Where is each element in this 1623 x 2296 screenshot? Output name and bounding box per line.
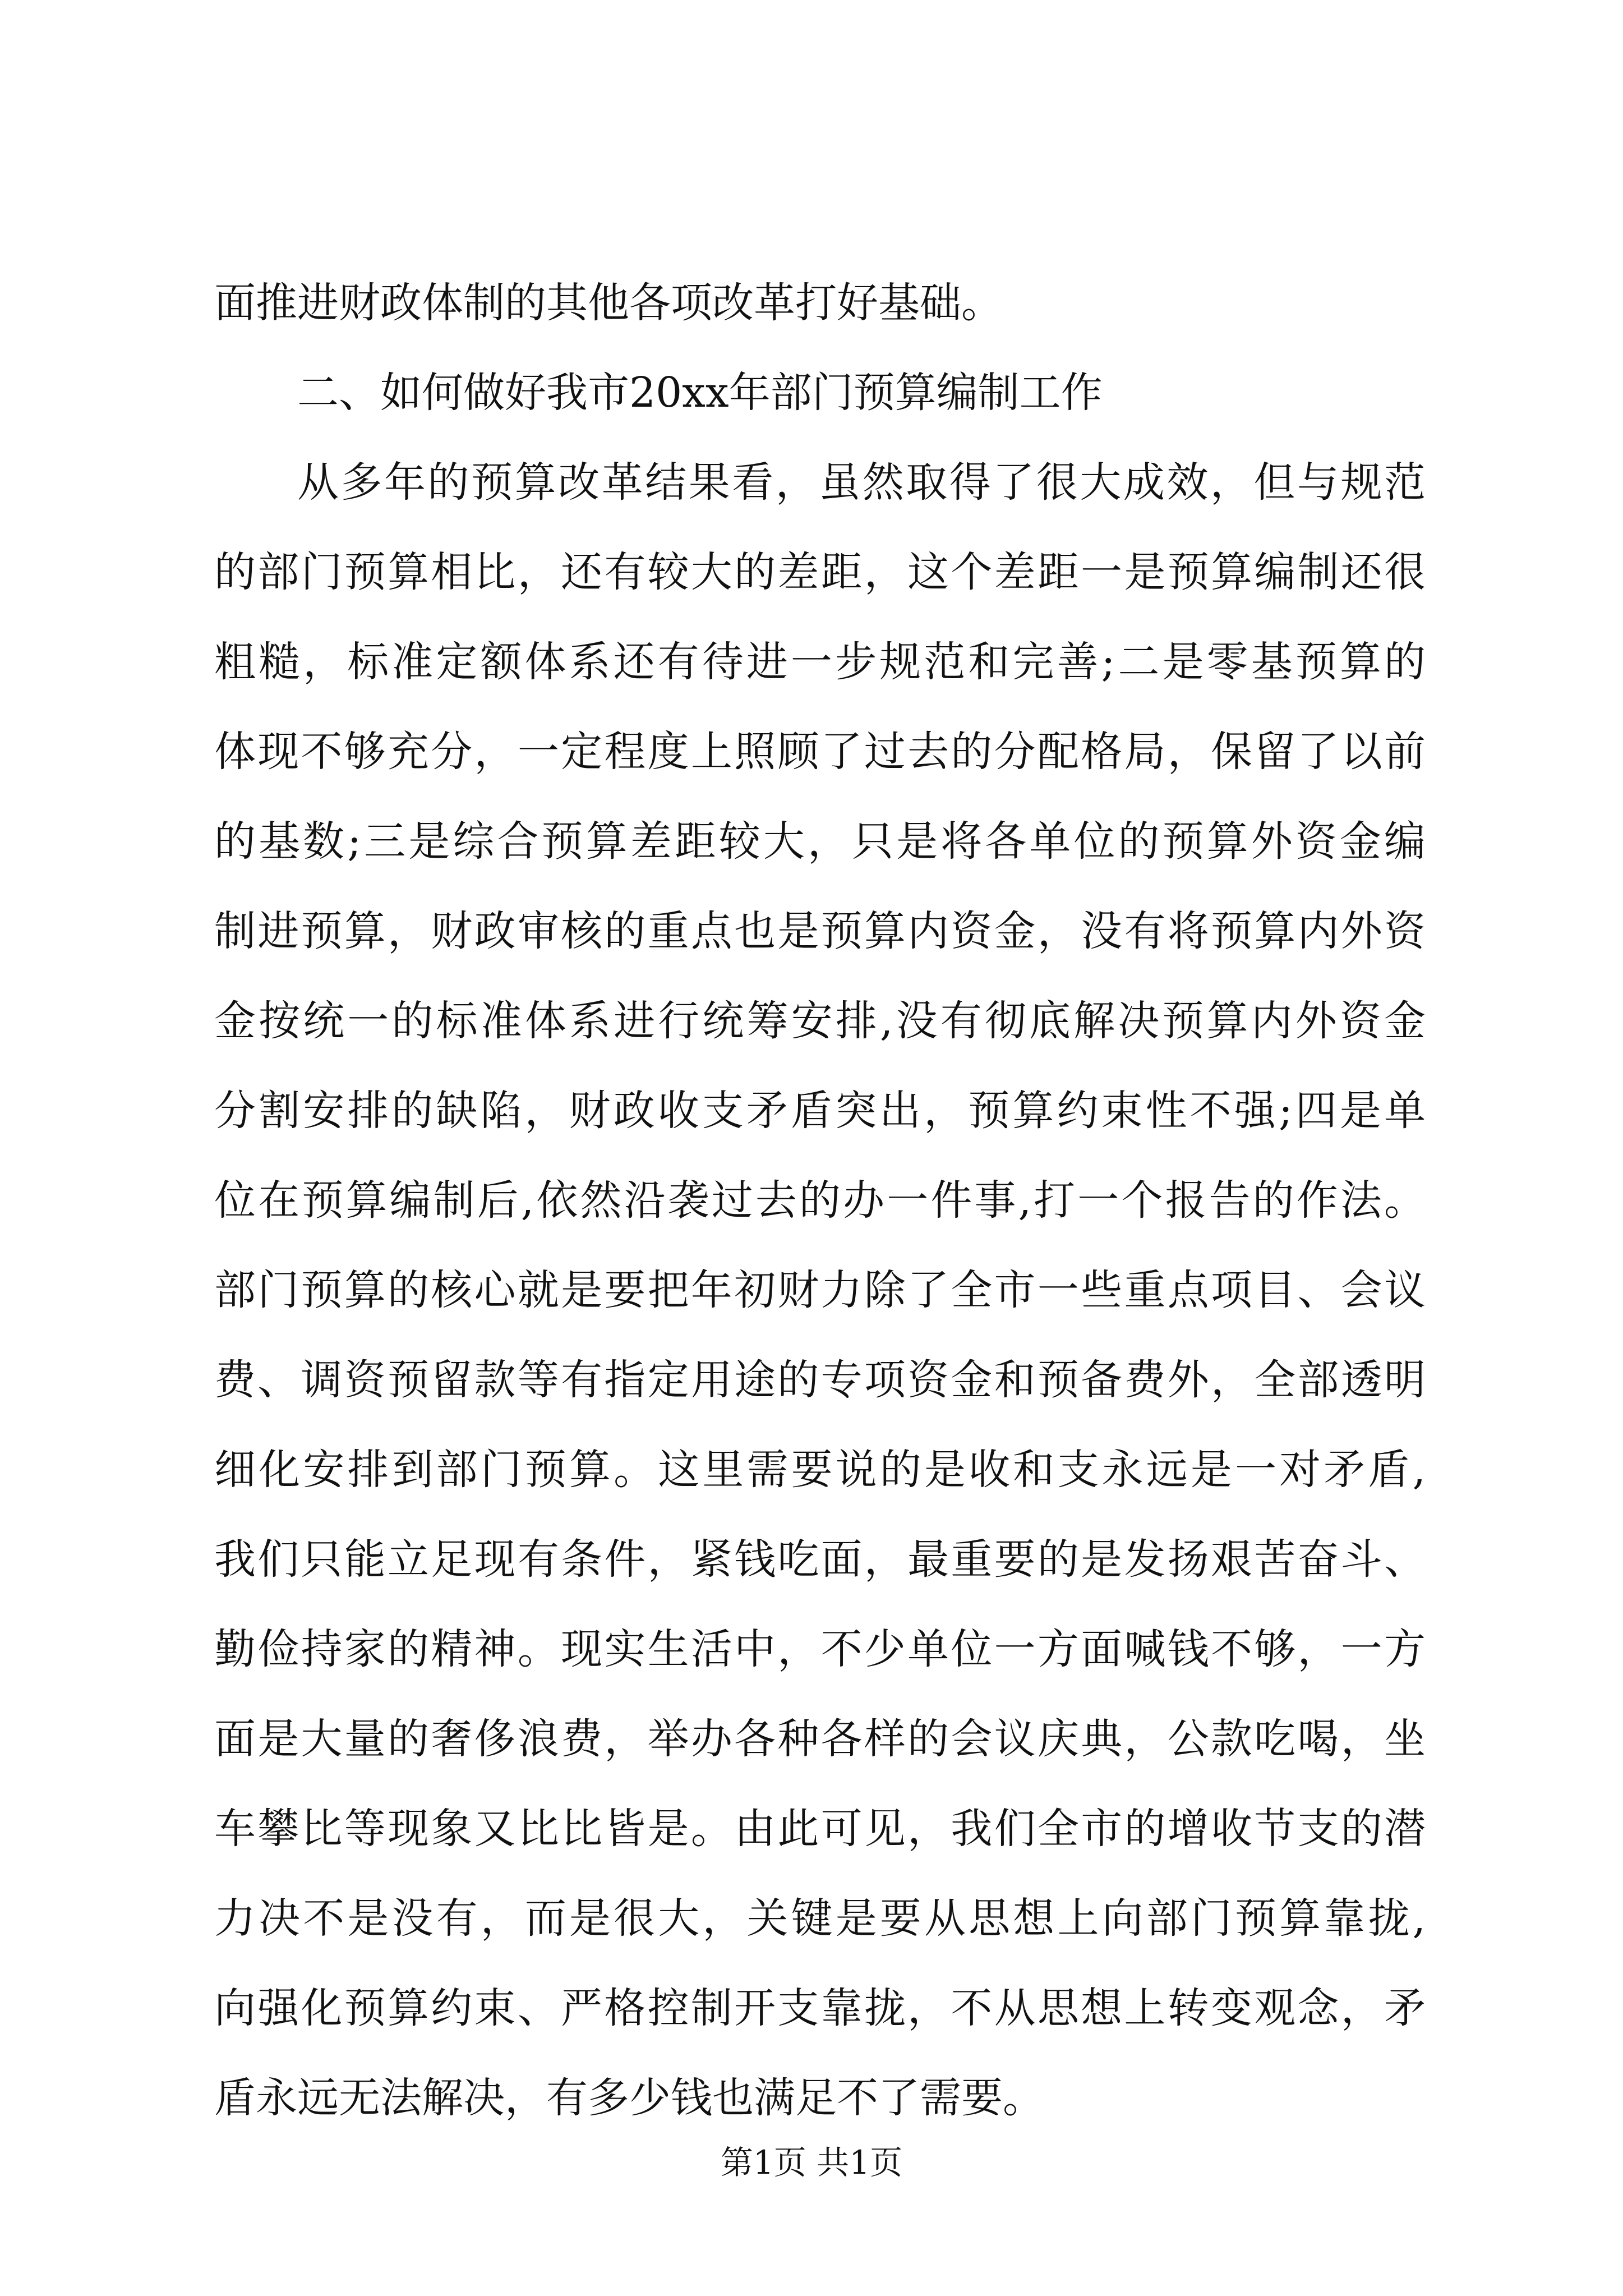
text-line-1: 面推进财政体制的其他各项改革打好基础。 <box>214 279 1003 327</box>
text-line-14: 细化安排到部门预算。这里需要说的是收和支永远是一对矛盾, <box>214 1446 1426 1494</box>
text-line-15: 我们只能立足现有条件，紧钱吃面，最重要的是发扬艰苦奋斗、 <box>214 1535 1426 1584</box>
text-line-3: 从多年的预算改革结果看，虽然取得了很大成效，但与规范 <box>297 458 1426 507</box>
text-line-7: 的基数;三是综合预算差距较大，只是将各单位的预算外资金编 <box>214 817 1426 866</box>
text-line-4: 的部门预算相比，还有较大的差距，这个差距一是预算编制还很 <box>214 548 1426 596</box>
text-line-5: 粗糙，标准定额体系还有待进一步规范和完善;二是零基预算的 <box>214 638 1426 686</box>
text-line-10: 分割安排的缺陷，财政收支矛盾突出，预算约束性不强;四是单 <box>214 1087 1426 1135</box>
text-line-13: 费、调资预留款等有指定用途的专项资金和预备费外，全部透明 <box>214 1356 1426 1404</box>
text-line-8: 制进预算，财政审核的重点也是预算内资金，没有将预算内外资 <box>214 907 1426 955</box>
text-line-16: 勤俭持家的精神。现实生活中，不少单位一方面喊钱不够，一方 <box>214 1625 1426 1673</box>
text-line-11: 位在预算编制后,依然沿袭过去的办一件事,打一个报告的作法。 <box>214 1176 1426 1225</box>
section-heading: 二、如何做好我市20xx年部门预算编制工作 <box>297 369 1103 417</box>
text-line-18: 车攀比等现象又比比皆是。由此可见，我们全市的增收节支的潜 <box>214 1805 1426 1853</box>
text-line-17: 面是大量的奢侈浪费，举办各种各样的会议庆典，公款吃喝，坐 <box>214 1715 1426 1763</box>
text-line-21: 盾永远无法解决，有多少钱也满足不了需要。 <box>214 2074 1044 2122</box>
text-line-20: 向强化预算约束、严格控制开支靠拢，不从思想上转变观念，矛 <box>214 1984 1426 2032</box>
text-line-9: 金按统一的标准体系进行统筹安排,没有彻底解决预算内外资金 <box>214 997 1426 1045</box>
page-number-footer: 第1页 共1页 <box>720 2143 903 2182</box>
text-line-12: 部门预算的核心就是要把年初财力除了全市一些重点项目、会议 <box>214 1266 1426 1314</box>
text-line-19: 力决不是没有，而是很大，关键是要从思想上向部门预算靠拢, <box>214 1894 1426 1943</box>
text-line-6: 体现不够充分，一定程度上照顾了过去的分配格局，保留了以前 <box>214 728 1426 776</box>
